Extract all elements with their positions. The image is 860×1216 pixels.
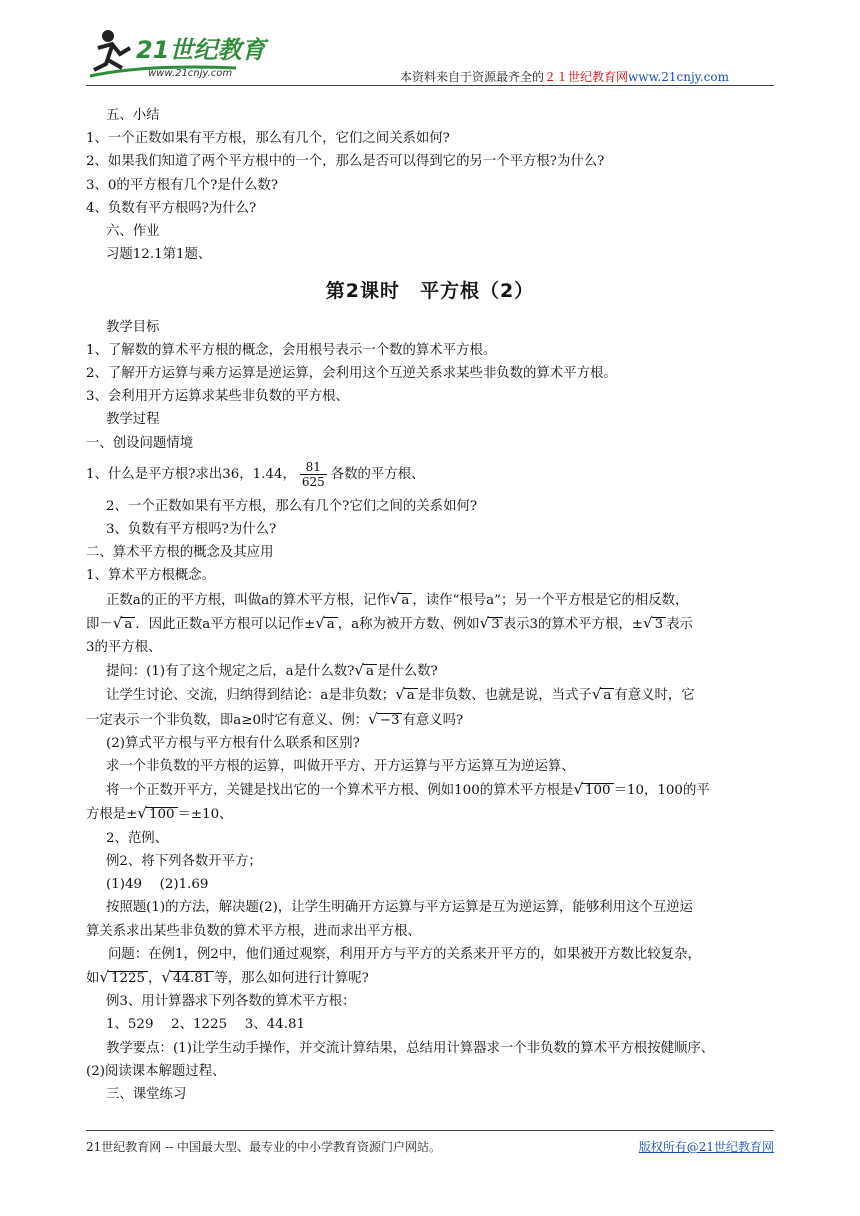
question-2: 2、一个正数如果有平方根，那么有几个?它们之间的关系如何?	[106, 498, 478, 514]
concept-heading: 1、算术平方根概念。	[86, 568, 216, 584]
fraction-81-625: $\frac{81}{625}$	[301, 459, 325, 489]
problem-line-2: 如√ 1225 ，√ 44.81 等，那么如何进行计算呢?	[86, 967, 369, 986]
example-2-explanation-2: 算关系求出某些非负数的算术平方根，进而求出平方根、	[86, 923, 421, 939]
summary-q1: 1、一个正数如果有平方根，那么有几个，它们之间关系如何?	[86, 131, 450, 147]
goal-3: 3、会利用开方运算求某些非负数的平方根、	[86, 389, 349, 405]
discussion-line-1: 让学生讨论、交流，归纳得到结论：a是非负数；√ a 是非负数、也就是说，当式子√ a 有意义时，它	[106, 685, 695, 704]
homework-text: 习题12.1第1题、	[106, 247, 212, 263]
summary-q4: 4、负数有平方根吗?为什么?	[86, 200, 257, 216]
svg-text:www.21cnjy.com: www.21cnjy.com	[148, 68, 233, 79]
examples-heading: 2、范例、	[106, 830, 169, 846]
teaching-process-heading: 教学过程	[106, 412, 160, 428]
svg-text:21世纪教育: 21世纪教育	[136, 36, 266, 64]
question-1: 1、什么是平方根?求出36，1.44， $\frac{81}{625}$ 各数的平方根、	[86, 459, 425, 489]
summary-q2: 2、如果我们知道了两个平方根中的一个，那么是否可以得到它的另一个平方根?为什么?	[86, 154, 605, 170]
question-2-relation: (2)算式平方根与平方根有什么联系和区别?	[106, 735, 360, 751]
concept-line-1: 正数a的正的平方根，叫做a的算术平方根，记作√ a ，读作“根号a”；另一个平方根是它的相反数，	[106, 589, 689, 608]
section-homework: 六、作业	[106, 224, 160, 240]
footer-copyright-link[interactable]: 版权所有@21世纪教育网	[638, 1140, 774, 1154]
discussion-line-2: 一定表示一个非负数，即a≥0时它有意义、例：√ −3 有意义吗?	[86, 709, 464, 728]
concept-line-3: 3的平方根、	[86, 640, 162, 656]
goal-1: 1、了解数的算术平方根的概念，会用根号表示一个数的算术平方根。	[86, 342, 497, 358]
teaching-points-2: (2)阅读课本解题过程、	[86, 1063, 226, 1079]
lesson-title: 第2课时 平方根（2）	[325, 280, 535, 303]
teaching-goals-heading: 教学目标	[106, 319, 160, 335]
concept-line-2: 即－√ a ．因此正数a平方根可以记作±√ a ，a称为被开方数、例如√ 3 表示3的算术平方根，±√ 3 表示	[86, 613, 693, 632]
footer-site-description: 21世纪教育网 -- 中国最大型、最专业的中小学教育资源门户网站。	[86, 1140, 442, 1154]
example-100-line-1: 将一个正数开平方，关键是找出它的一个算术平方根、例如100的算术平方根是√ 100 ＝10，100的平	[106, 780, 710, 799]
example-3: 例3、用计算器求下列各数的算术平方根：	[106, 994, 356, 1010]
summary-q3: 3、0的平方根有几个?是什么数?	[86, 177, 279, 193]
section-2-heading: 二、算术平方根的概念及其应用	[86, 545, 274, 561]
page-header	[0, 0, 860, 90]
definition-text: 求一个非负数的平方根的运算，叫做开平方、开方运算与平方运算互为逆运算、	[106, 759, 575, 775]
example-2-items: (1)49 (2)1.69	[106, 877, 209, 893]
section-3-heading: 三、课堂练习	[106, 1086, 187, 1102]
example-3-items: 1、529 2、1225 3、44.81	[106, 1017, 305, 1033]
teaching-points-1: 教学要点：(1)让学生动手操作，并交流计算结果，总结用计算器求一个非负数的算术平方根按健顺序、	[106, 1040, 715, 1056]
question-3: 3、负数有平方根吗?为什么?	[106, 522, 277, 538]
question-prompt: 提问：(1)有了这个规定之后，a是什么数?√ a 是什么数?	[106, 661, 438, 680]
problem-line-1: 问题：在例1，例2中，他们通过观察，利用开方与平方的关系来开平方的，如果被开方数比较复杂，	[108, 946, 701, 962]
example-2: 例2、将下列各数开平方；	[106, 853, 262, 869]
section-1-heading: 一、创设问题情境	[86, 435, 194, 451]
document-body	[86, 104, 774, 1106]
21cnjy-logo	[86, 26, 296, 82]
section-summary: 五、小结	[106, 108, 160, 123]
header-source-text: 本资料来自于资源最齐全的２１世纪教育网www.21cnjy.com	[400, 70, 729, 84]
example-2-explanation-1: 按照题(1)的方法，解决题(2)，让学生明确开方运算与平方运算是互为逆运算，能够利用这个互逆运	[106, 900, 693, 916]
footer-divider	[86, 1130, 774, 1131]
example-100-line-2: 方根是±√ 100 ＝±10、	[86, 804, 233, 823]
goal-2: 2、了解开方运算与乘方运算是逆运算，会利用这个互逆关系求某些非负数的算术平方根。	[86, 366, 617, 382]
header-divider	[86, 85, 774, 86]
